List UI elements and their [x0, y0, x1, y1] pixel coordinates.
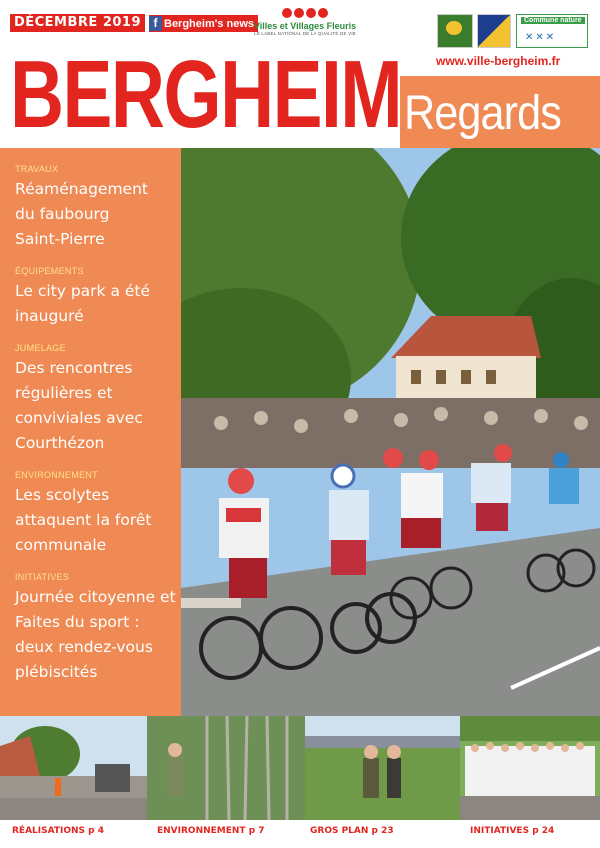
flower-icons [250, 8, 360, 20]
story-item[interactable] [15, 164, 181, 252]
masthead-title: BERGHEIM [10, 41, 402, 148]
footer-item[interactable]: GROS PLAN p 23 [310, 826, 394, 836]
sun-icon [446, 21, 462, 35]
partner-logo-1 [437, 14, 473, 48]
story-headline: Journée citoyenne et Faites du sport : deux rendez-vous plébiscités [15, 588, 176, 681]
website-url[interactable]: www.ville-bergheim.fr [436, 54, 561, 68]
thumbnail-initiatives[interactable] [460, 716, 600, 820]
dragonfly-icon: ✕✕✕ [525, 32, 557, 43]
story-category: ENVIRONNEMENT [15, 470, 98, 480]
story-category: ÉQUIPEMENTS [15, 266, 84, 276]
story-category: INITIATIVES [15, 572, 70, 582]
story-headline: Le city park a été inauguré [15, 282, 151, 325]
vvf-title: Villes et Villages Fleuris [253, 21, 357, 31]
story-item[interactable] [15, 470, 181, 558]
commune-nature-logo [516, 14, 588, 48]
thumbnail-strip [0, 716, 600, 820]
thumbnail-realisations[interactable] [0, 716, 147, 820]
facebook-icon: f [149, 16, 162, 31]
story-category: JUMELAGE [15, 343, 66, 353]
footer-item[interactable]: ENVIRONNEMENT p 7 [157, 826, 265, 836]
masthead-subtitle: Regards [404, 87, 561, 140]
issue-date: DÉCEMBRE 2019 [10, 14, 145, 32]
thumbnail-environnement[interactable] [147, 716, 305, 820]
story-item[interactable] [15, 343, 181, 456]
villes-villages-fleuris-logo [250, 8, 360, 38]
story-headline: Des rencontres régulières et conviviales avec Courthézon [15, 359, 143, 452]
page-index-footer [0, 824, 600, 842]
contents-sidebar [0, 148, 181, 716]
partner-logo-2 [477, 14, 511, 48]
story-category: TRAVAUX [15, 164, 59, 174]
story-headline: Les scolytes attaquent la forêt communale [15, 486, 152, 554]
story-headline: Réaménagement du faubourg Saint-Pierre [15, 180, 148, 248]
cover-photo-cyclists [181, 148, 600, 716]
footer-item[interactable]: RÉALISATIONS p 4 [12, 826, 104, 836]
commune-nature-label: Commune nature [521, 17, 585, 24]
footer-item[interactable]: INITIATIVES p 24 [470, 826, 555, 836]
vvf-subtitle: LE LABEL NATIONAL DE LA QUALITÉ DE VIE [254, 31, 356, 36]
cover-photo-illustration [181, 148, 600, 716]
thumbnail-gros-plan[interactable] [305, 716, 460, 820]
facebook-link[interactable] [149, 15, 258, 32]
story-item[interactable] [15, 572, 181, 685]
facebook-label: Bergheim's news [164, 17, 255, 30]
story-item[interactable] [15, 266, 181, 329]
